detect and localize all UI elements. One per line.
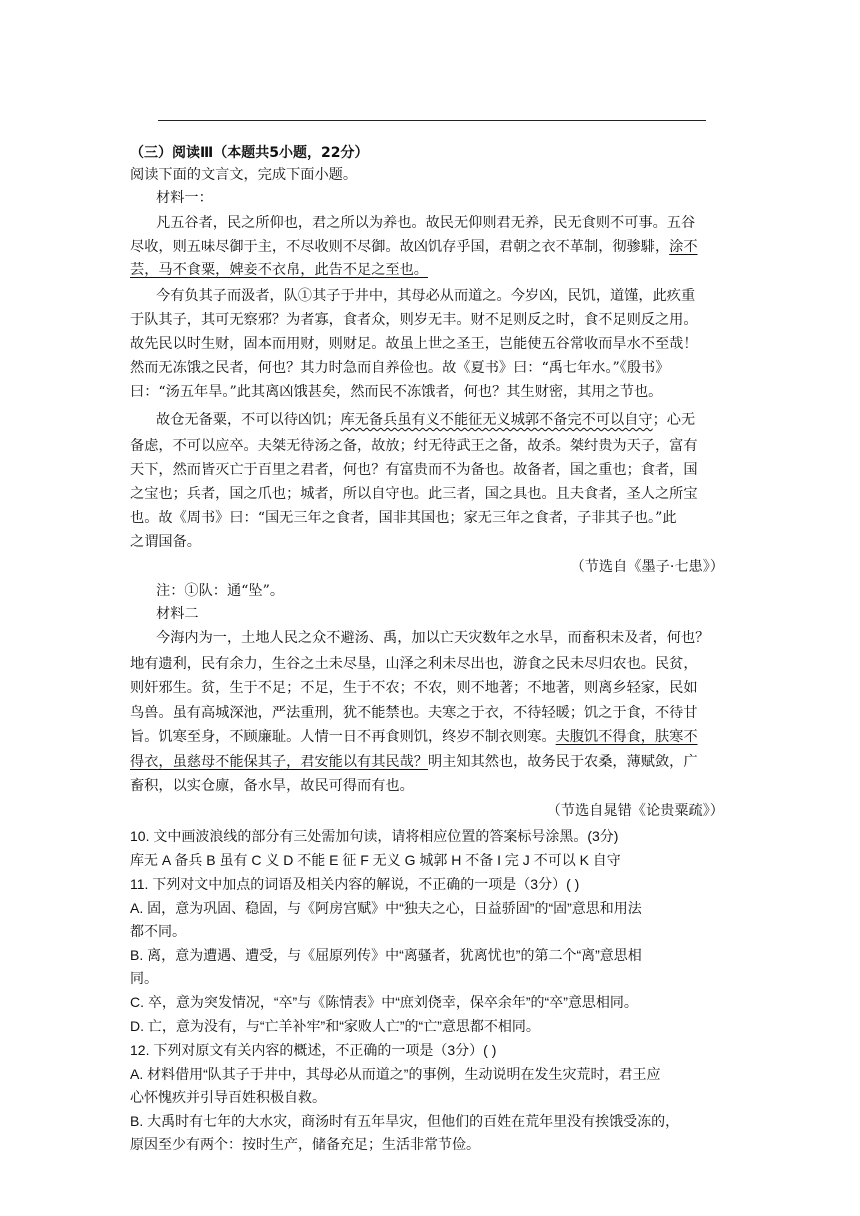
q10-options[interactable]: 库无 A 备兵 B 虽有 C 义 D 不能 E 征 F 无义 G 城郭 H 不备 I 完 J 不可以 K 自守 <box>130 852 621 868</box>
material2-label: 材料二 <box>156 606 199 622</box>
material2-line: 旨。饥寒至身，不顾廉耻。人情一日不再食则饥，终岁不制衣则寒。夫腹饥不得食，肤寒不 <box>130 729 698 745</box>
material1-note: 注：①队：通“坠”。 <box>156 583 285 599</box>
material1-line: 尽收，则五味尽御于主，不尽收则不尽御。故凶饥存乎国，君朝之衣不革制，彻骖騑，涂不 <box>130 239 698 255</box>
material1-line: 故先民以时生财，固本而用财，则财足。故虽上世之圣王，岂能使五谷常收而旱水不至哉！ <box>130 336 698 352</box>
material2-line: 地有遗利，民有余力，生谷之土未尽垦，山泽之利未尽出也，游食之民未尽归农也。民贫， <box>130 656 698 672</box>
material1-source: （节选自《墨子·七患》） <box>570 559 724 575</box>
material1-line: 故仓无备粟，不可以待凶饥；库无备兵虽有义不能征无义城郭不备完不可以自守；心无 <box>156 412 696 428</box>
wavy-underlined-text: 库无备兵虽有义不能征无义城郭不备完不可以自守 <box>340 412 653 428</box>
material1-line: 今有负其子而汲者，队①其子于井中，其母必从而道之。今岁凶，民饥，道馑，此疚重 <box>156 288 696 304</box>
material1-line-underlined: 芸，马不食粟，婢妾不衣帛，此告不足之至也。 <box>130 262 428 278</box>
q11-option-c[interactable]: C. 卒，意为突发情况，“卒”与《陈情表》中“庶刘侥幸，保卒余年”的“卒”意思相同。 <box>130 994 638 1010</box>
q12-option-a[interactable]: A. 材料借用“队其子于井中，其母必从而道之”的事例，生动说明在发生灾荒时，君王应 <box>130 1066 661 1082</box>
material1-line: 之谓国备。 <box>130 534 201 550</box>
q12-option-b[interactable]: B. 大禹时有七年的大水灾，商汤时有五年旱灾，但他们的百姓在荒年里没有挨饿受冻的， <box>130 1113 680 1129</box>
q11-option-a-cont: 都不同。 <box>130 923 186 939</box>
material2-line: 今海内为一，土地人民之众不避汤、禹，加以亡天灾数年之水旱，而畜积未及者，何也？ <box>156 630 710 646</box>
q11-option-d[interactable]: D. 亡，意为没有，与“亡羊补牢”和“家败人亡”的“亡”意思都不相同。 <box>130 1018 540 1034</box>
material1-line: 然而无冻饿之民者，何也？其力时急而自养俭也。故《夏书》曰：“禹七年水。”《殷书》 <box>130 360 670 376</box>
material2-line: 则奸邪生。贫，生于不足；不足，生于不农；不农，则不地著；不地著，则离乡轻家，民如 <box>130 680 698 696</box>
material1-label: 材料一： <box>156 190 213 206</box>
material1-line: 也。故《周书》曰：“国无三年之食者，国非其国也；家无三年之食者，子非其子也。”此 <box>130 510 677 526</box>
material1-line: 凡五谷者，民之所仰也，君之所以为养也。故民无仰则君无养，民无食则不可事。五谷 <box>156 215 696 231</box>
q11-option-a[interactable]: A. 固，意为巩固、稳固，与《阿房宫赋》中“独夫之心，日益骄固”的“固”意思和用法 <box>130 900 642 916</box>
underlined-text: 涂不 <box>669 239 698 255</box>
material1-line: 备虑，不可以应卒。夫桀无待汤之备，故放；纣无待武王之备，故杀。桀纣贵为天子，富有 <box>130 438 698 454</box>
underlined-text: 夫腹饥不得食，肤寒不 <box>555 729 698 745</box>
material2-line: 鸟兽。虽有高城深池，严法重刑，犹不能禁也。夫寒之于衣，不待轻暖；饥之于食，不待甘 <box>130 705 698 721</box>
underlined-text: 得衣，虽慈母不能保其子，君安能以有其民哉？ <box>130 754 428 770</box>
material2-line: 畜积，以实仓廪，备水旱，故民可得而有也。 <box>130 778 414 794</box>
q12-option-a-cont: 心怀愧疚并引导百姓积极自救。 <box>130 1089 326 1105</box>
q12-option-b-cont: 原因至少有两个：按时生产，储备充足；生活非常节俭。 <box>130 1136 480 1152</box>
q12-stem: 12. 下列对原文有关内容的概述，不正确的一项是（3分）( ) <box>130 1042 497 1058</box>
material2-line: 得衣，虽慈母不能保其子，君安能以有其民哉？明主知其然也，故务民于农桑，薄赋敛，广 <box>130 754 698 770</box>
q11-option-b[interactable]: B. 离，意为遭遇、遭受，与《屈原列传》中“离骚者，犹离忧也”的第二个“离”意思相 <box>130 947 642 963</box>
material1-line: 之宝也；兵者，国之爪也；城者，所以自守也。此三者，国之具也。且夫食者，圣人之所宝 <box>130 486 698 502</box>
material1-line: 曰：“汤五年旱。”此其离凶饿甚矣，然而民不冻饿者，何也？其生财密，其用之节也。 <box>130 384 663 400</box>
q11-option-b-cont: 同。 <box>130 970 158 986</box>
q11-stem: 11. 下列对文中加点的词语及相关内容的解说，不正确的一项是（3分）( ) <box>130 876 580 892</box>
top-divider <box>158 120 706 121</box>
material2-source: （节选自晁错《论贵粟疏》） <box>546 803 724 819</box>
material1-line: 天下，然而皆灭亡于百里之君者，何也？有富贵而不为备也。故备者，国之重也；食者，国 <box>130 462 698 478</box>
material1-line: 于队其子，其可无察邪？为者寡，食者众，则岁无丰。财不足则反之时，食不足则反之用。 <box>130 312 698 328</box>
section-title: （三）阅读Ⅲ（本题共5小题，22分） <box>130 145 369 161</box>
instruction: 阅读下面的文言文，完成下面小题。 <box>130 167 358 183</box>
q10-stem: 10. 文中画波浪线的部分有三处需加句读，请将相应位置的答案标号涂黑。(3分) <box>130 828 619 844</box>
